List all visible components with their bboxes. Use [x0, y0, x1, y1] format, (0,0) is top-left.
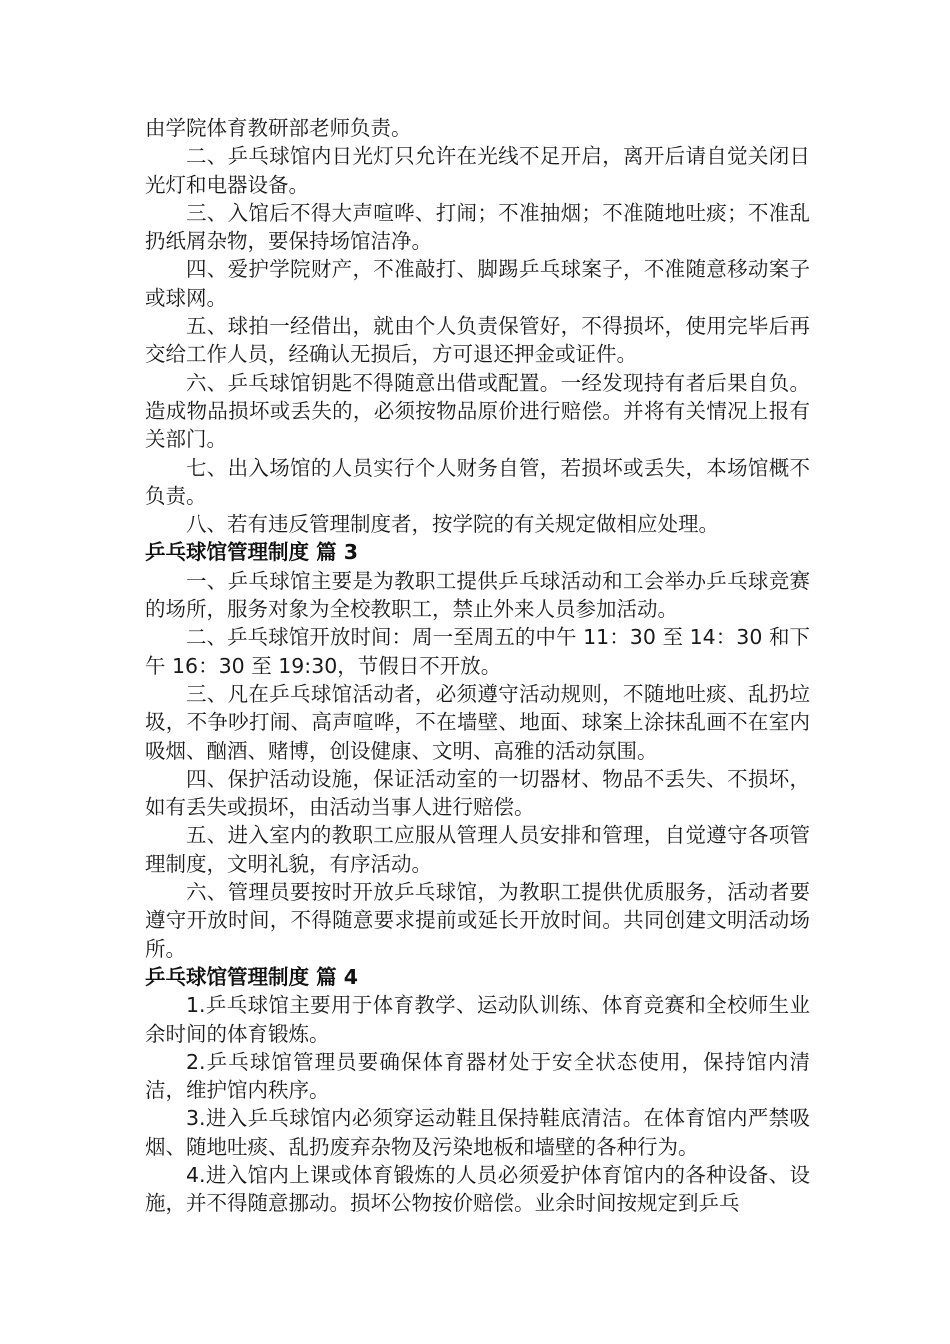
paragraph: 1.乒乓球馆主要用于体育教学、运动队训练、体育竞赛和全校师生业余时间的体育锻炼。	[145, 993, 810, 1046]
paragraph: 八、若有违反管理制度者，按学院的有关规定做相应处理。	[186, 512, 719, 537]
section-heading: 乒乓球馆管理制度 篇 4	[145, 964, 359, 989]
section-heading: 乒乓球馆管理制度 篇 3	[145, 540, 359, 565]
paragraph: 三、入馆后不得大声喧哗、打闹；不准抽烟；不准随地吐痰；不准乱扔纸屑杂物，要保持场馆洁净。	[145, 200, 810, 254]
document-body	[145, 114, 810, 1218]
paragraph: 二、乒乓球馆内日光灯只允许在光线不足开启，离开后请自觉关闭日光灯和电器设备。	[145, 144, 810, 197]
paragraph: 四、爱护学院财产，不准敲打、脚踢乒乓球案子，不准随意移动案子或球网。	[145, 257, 810, 310]
paragraph: 二、乒乓球馆开放时间：周一至周五的中午 11：30 至 14：30 和下午 16：30 至 19:30，节假日不开放。	[145, 625, 810, 678]
paragraph: 2.乒乓球馆管理员要确保体育器材处于安全状态使用，保持馆内清洁，维护馆内秩序。	[145, 1049, 810, 1103]
paragraph: 六、乒乓球馆钥匙不得随意出借或配置。一经发现持有者后果自负。造成物品损坏或丢失的，必须按物品原价进行赔偿。并将有关情况上报有关部门。	[145, 370, 810, 452]
paragraph: 一、乒乓球馆主要是为教职工提供乒乓球活动和工会举办乒乓球竞赛的场所，服务对象为全校教职工，禁止外来人员参加活动。	[145, 568, 810, 622]
paragraph: 七、出入场馆的人员实行个人财务自管，若损坏或丢失，本场馆概不负责。	[145, 455, 810, 508]
paragraph: 六、管理员要按时开放乒乓球馆，为教职工提供优质服务，活动者要遵守开放时间，不得随意要求提前或延长开放时间。共同创建文明活动场所。	[145, 880, 810, 961]
paragraph: 五、球拍一经借出，就由个人负责保管好，不得损坏，使用完毕后再交给工作人员，经确认无损后，方可退还押金或证件。	[145, 314, 810, 367]
paragraph: 3.进入乒乓球馆内必须穿运动鞋且保持鞋底清洁。在体育馆内严禁吸烟、随地吐痰、乱扔废弃杂物及污染地板和墙壁的各种行为。	[145, 1106, 810, 1159]
paragraph: 4.进入馆内上课或体育锻炼的人员必须爱护体育馆内的各种设备、设施，并不得随意挪动。损坏公物按价赔偿。业余时间按规定到乒乓	[145, 1162, 810, 1216]
paragraph: 由学院体育教研部老师负责。	[145, 116, 412, 140]
paragraph: 三、凡在乒乓球馆活动者，必须遵守活动规则，不随地吐痰、乱扔垃圾，不争吵打闹、高声喧哗，不在墙壁、地面、球案上涂抹乱画不在室内吸烟、酗酒、赌博，创设健康、文明、高雅的活动氛围。	[145, 681, 810, 763]
paragraph: 五、进入室内的教职工应服从管理人员安排和管理，自觉遵守各项管理制度，文明礼貌，有序活动。	[145, 823, 810, 876]
paragraph: 四、保护活动设施，保证活动室的一切器材、物品不丢失、不损坏，如有丢失或损坏，由活动当事人进行赔偿。	[145, 766, 810, 820]
